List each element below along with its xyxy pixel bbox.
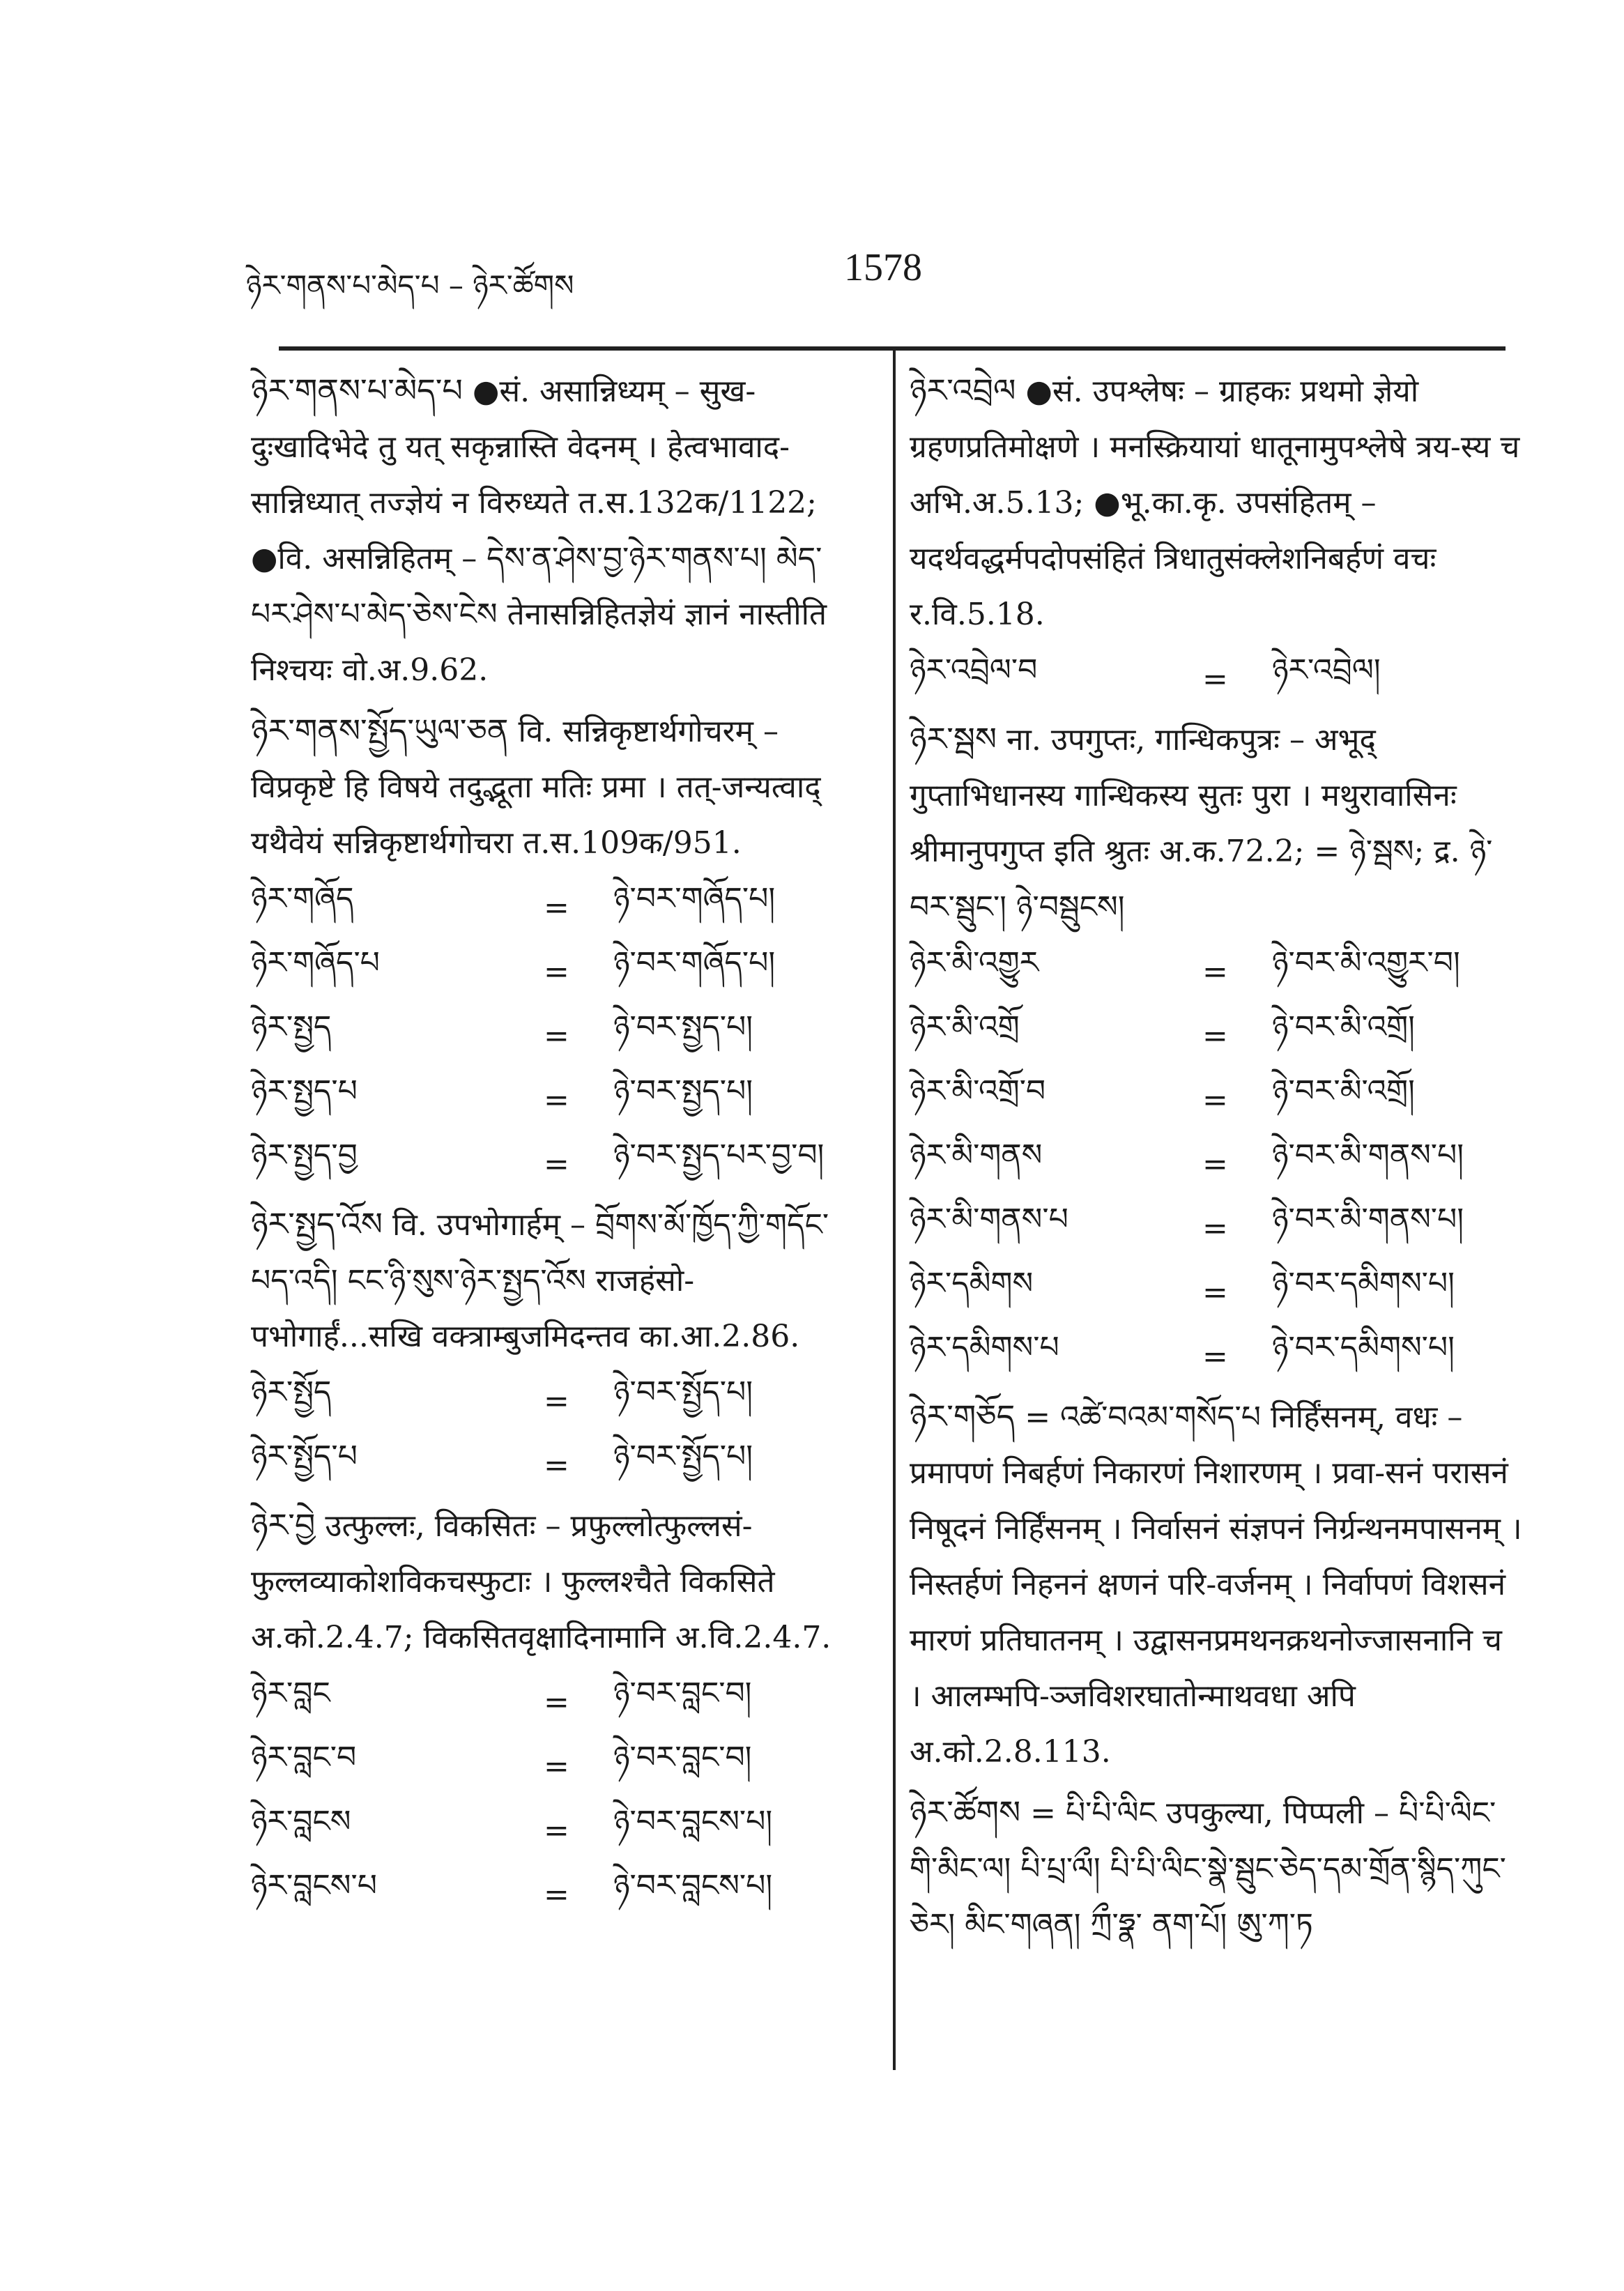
entry-headword: ཉེར་གཅོད — [910, 1397, 1016, 1435]
entry-definition: वि. उपभोगार्हम् – བྲོགས་མོ་ཁྱོད་ཀྱི་གདོང་པད་འདི། ངང་ཉི་སུས་ཉེར་སྤྱད་འོས राजहंसो-पभोगार्हं...सखि वक्त्राम्बुजमिदन्तव का.आ.2.86. — [251, 1207, 829, 1354]
cross-reference: ཉེར་སྤྱོད = ཉེ་བར་སྤྱོད་པ། — [251, 1369, 850, 1433]
xref-target: ཉེ་བར་སྤྱོད་པ། — [613, 1439, 753, 1474]
xref-headword: ཉེར་སྤྱོད — [251, 1374, 332, 1410]
xref-headword: ཉེར་སྤྱད — [251, 1009, 332, 1045]
xref-target: ཉེ་བར་བླང་བ། — [613, 1676, 752, 1711]
xref-target: ཉེ་བར་མི་འགྱུར་བ། — [1272, 945, 1460, 981]
xref-headword: ཉེར་སྤྱོད་པ — [251, 1439, 358, 1474]
xref-target: ཉེ་བར་མི་འགྲོ། — [1272, 1073, 1415, 1109]
xref-headword: ཉེར་མི་གནས་པ — [910, 1202, 1068, 1237]
xref-target: ཉེ་བར་བླངས་པ། — [613, 1804, 773, 1839]
cross-reference: ཉེར་གཞོད་པ = ཉེ་བར་གཞོད་པ། — [251, 940, 850, 1004]
xref-headword: ཉེར་བླང — [251, 1676, 330, 1711]
cross-reference: ཉེར་སྤྱད་བྱ = ཉེ་བར་སྤྱད་པར་བྱ་བ། — [251, 1132, 850, 1196]
xref-headword: ཉེར་བླང་བ — [251, 1740, 357, 1775]
entry-headword: ཉེར་བྱེ — [251, 1506, 316, 1544]
cross-reference: ཉེར་བླང = ཉེ་བར་བླང་བ། — [251, 1670, 850, 1734]
entry-headword: ཉེར་འབྲེལ — [910, 371, 1016, 409]
entry-definition: उत्फुल्लः, विकसितः – प्रफुल्लोत्फुल्लसं-फुल्लव्याकोशविकचस्फुटाः । फुल्लश्चैते विकसिते अ.को.2.4.7; विकसितवृक्षादिनामानि अ.वि.2.4.7. — [251, 1508, 832, 1655]
cross-reference: ཉེར་མི་གནས་པ = ཉེ་བར་མི་གནས་པ། — [910, 1196, 1523, 1260]
dictionary-entry — [251, 1196, 850, 1365]
entry-definition: = འཚེ་བའམ་གསོད་པ निर्हिंसनम्, वधः – प्रमापणं निबर्हणं निकारणं निशारणम् । प्रवा-सनं परासनं निषूदनं निर्हिंसनम् । निर्वासनं संज्ञपनं निर्ग्रन्थनमपासनम् । निस्तर्हणं निहननं क्षणनं परि-वर्जनम् । निर्वापणं विशसनं मारणं प्रतिघातनम् । उद्वासनप्रमथनक्रथनोज्जासनानि च । आलम्भपि-ञ्जविशरघातोन्माथवधा अपि अ.को.2.8.113. — [910, 1400, 1522, 1770]
xref-target: ཉེ་བར་གཞོད་པ། — [613, 945, 776, 981]
xref-headword: ཉེར་སྤྱད་པ — [251, 1073, 358, 1109]
xref-headword: ཉེར་དམིགས་པ — [910, 1330, 1059, 1365]
entry-definition: = པི་པི་ལིང उपकुल्या, पिप्पली – པི་པི་ལིང་གི་མིང་ལ། པི་པྲ་ལྀ། པི་པི་ལིང་སྣེ་སྦུང་ཅེད་དམ་གྲོན་སྙིད་ཀུང་ཅེར། མིང་གཞན། ཀྲྀ་ཧྣ་ ནག་པོ། ཨུ་ཀ་ཏ — [910, 1795, 1506, 1943]
cross-reference: ཉེར་མི་འགྲོ = ཉེ་བར་མི་འགྲོ། — [910, 1004, 1523, 1068]
cross-reference: ཉེར་གཞོད = ཉེ་བར་གཞོད་པ། — [251, 875, 850, 940]
entry-definition: ●सं. उपश्लेषः – ग्राहकः प्रथमो ज्ञेयो ग्रहणप्रतिमोक्षणे । मनस्क्रियायां धातूनामुपश्लेषे त्रय-स्य च अभि.अ.5.13; ●भू.का.कृ. उपसंहितम् – यदर्थवद्धर्मपदोपसंहितं त्रिधातुसंक्लेशनिबर्हणं वचः र.वि.5.18. — [910, 374, 1520, 632]
column-divider — [893, 348, 896, 2070]
xref-headword: ཉེར་གཞོད་པ — [251, 945, 380, 981]
xref-headword: ཉེར་འབྲེལ་བ — [910, 652, 1038, 688]
dictionary-entry — [910, 362, 1523, 643]
entry-definition: वि. सन्निकृष्टार्थगोचरम् – विप्रकृष्टे हि विषये तदुद्भूता मतिः प्रमा । तत्-जन्यत्वाद् यथैवेयं सन्निकृष्टार्थगोचरा त.स.109क/951. — [251, 714, 821, 861]
xref-target: ཉེར་འབྲེལ། — [1272, 652, 1381, 688]
xref-target: ཉེ་བར་དམིགས་པ། — [1272, 1266, 1455, 1301]
entry-headword: ཉེར་གནས་སྤྱོད་ཡུལ་ཅན — [251, 712, 509, 749]
xref-headword: ཉེར་བླངས — [251, 1804, 351, 1839]
header-rule — [279, 346, 1506, 351]
xref-headword: ཉེར་མི་འགྲོ་བ — [910, 1073, 1046, 1109]
entry-headword: ཉེར་གནས་པ་མེད་པ — [251, 371, 463, 409]
entry-headword: ཉེར་ཚོགས — [910, 1793, 1021, 1831]
dictionary-entry — [251, 703, 850, 871]
xref-target: ཉེ་བར་མི་གནས་པ། — [1272, 1137, 1464, 1173]
cross-reference: ཉེར་བླངས = ཉེ་བར་བླངས་པ། — [251, 1798, 850, 1862]
xref-headword: ཉེར་བླངས་པ — [251, 1868, 377, 1903]
entry-definition: ●सं. असान्निध्यम् – सुख-दुःखादिभेदे तु यत् सकृन्नास्ति वेदनम् । हेत्वभावाद-सान्निध्यात् तज्ज्ञेयं न विरुध्यते त.स.132क/1122; ●वि. असन्निहितम् – དེས་ན་ཤེས་བྱ་ཉེར་གནས་པ། མེད་པར་ཤེས་པ་མེད་ཅེས་ངེས तेनासन्निहितज्ञेयं ज्ञानं नास्तीति निश्चयः वो.अ.9.62. — [251, 374, 827, 688]
xref-headword: ཉེར་གཞོད — [251, 881, 354, 917]
left-column — [251, 362, 850, 1926]
cross-reference: ཉེར་བླངས་པ = ཉེ་བར་བླངས་པ། — [251, 1862, 850, 1926]
cross-reference: ཉེར་མི་གནས = ཉེ་བར་མི་གནས་པ། — [910, 1132, 1523, 1196]
dictionary-entry — [251, 1497, 850, 1666]
dictionary-entry — [910, 1388, 1523, 1780]
xref-target: ཉེ་བར་མི་གནས་པ། — [1272, 1202, 1464, 1237]
xref-headword: ཉེར་མི་གནས — [910, 1137, 1043, 1173]
running-head: ཉེར་གནས་པ་མེད་པ – ཉེར་ཚོགས — [246, 268, 574, 302]
cross-reference: ཉེར་སྤྱོད་པ = ཉེ་བར་སྤྱོད་པ། — [251, 1433, 850, 1497]
xref-headword: ཉེར་སྤྱད་བྱ — [251, 1137, 358, 1173]
dictionary-entry — [251, 362, 850, 698]
dictionary-entry — [910, 711, 1523, 935]
xref-headword: ཉེར་དམིགས — [910, 1266, 1034, 1301]
xref-target: ཉེ་བར་གཞོད་པ། — [613, 881, 776, 917]
cross-reference: ཉེར་སྤྱད་པ = ཉེ་བར་སྤྱད་པ། — [251, 1068, 850, 1132]
page-number: 1578 — [844, 246, 922, 289]
cross-reference: ཉེར་སྤྱད = ཉེ་བར་སྤྱད་པ། — [251, 1004, 850, 1068]
xref-target: ཉེ་བར་སྤྱད་པར་བྱ་བ། — [613, 1137, 825, 1173]
xref-target: ཉེ་བར་སྤྱད་པ། — [613, 1009, 753, 1045]
xref-target: ཉེ་བར་མི་འགྲོ། — [1272, 1009, 1415, 1045]
cross-reference: ཉེར་མི་འགྱུར = ཉེ་བར་མི་འགྱུར་བ། — [910, 940, 1523, 1004]
cross-reference: ཉེར་དམིགས = ཉེ་བར་དམིགས་པ། — [910, 1260, 1523, 1324]
entry-headword: ཉེར་སྦས — [910, 720, 997, 758]
dictionary-entry — [910, 1784, 1523, 1953]
xref-target: ཉེ་བར་སྤྱོད་པ། — [613, 1374, 753, 1410]
entry-definition: ना. उपगुप्तः, गान्धिकपुत्रः – अभूद् गुप्ताभिधानस्य गान्धिकस्य सुतः पुरा । मथुरावासिनः श्रीमानुपगुप्त इति श्रुतः अ.क.72.2; = ཉེ་སྦས; द्र. ཉེ་བར་སྦུང་། ཉེ་བསྦུངས། — [910, 722, 1493, 925]
xref-target: ཉེ་བར་བླངས་པ། — [613, 1868, 773, 1903]
xref-target: ཉེ་བར་དམིགས་པ། — [1272, 1330, 1455, 1365]
xref-target: ཉེ་བར་སྤྱད་པ། — [613, 1073, 753, 1109]
cross-reference: ཉེར་དམིགས་པ = ཉེ་བར་དམིགས་པ། — [910, 1324, 1523, 1388]
cross-reference: ཉེར་འབྲེལ་བ = ཉེར་འབྲེལ། — [910, 647, 1523, 711]
page-header — [246, 245, 1508, 301]
cross-reference: ཉེར་མི་འགྲོ་བ = ཉེ་བར་མི་འགྲོ། — [910, 1068, 1523, 1132]
entry-headword: ཉེར་སྤྱད་འོས — [251, 1205, 383, 1243]
xref-target: ཉེ་བར་བླང་བ། — [613, 1740, 752, 1775]
cross-reference: ཉེར་བླང་བ = ཉེ་བར་བླང་བ། — [251, 1734, 850, 1798]
right-column — [910, 362, 1523, 1957]
xref-headword: ཉེར་མི་འགྱུར — [910, 945, 1039, 981]
xref-headword: ཉེར་མི་འགྲོ — [910, 1009, 1020, 1045]
